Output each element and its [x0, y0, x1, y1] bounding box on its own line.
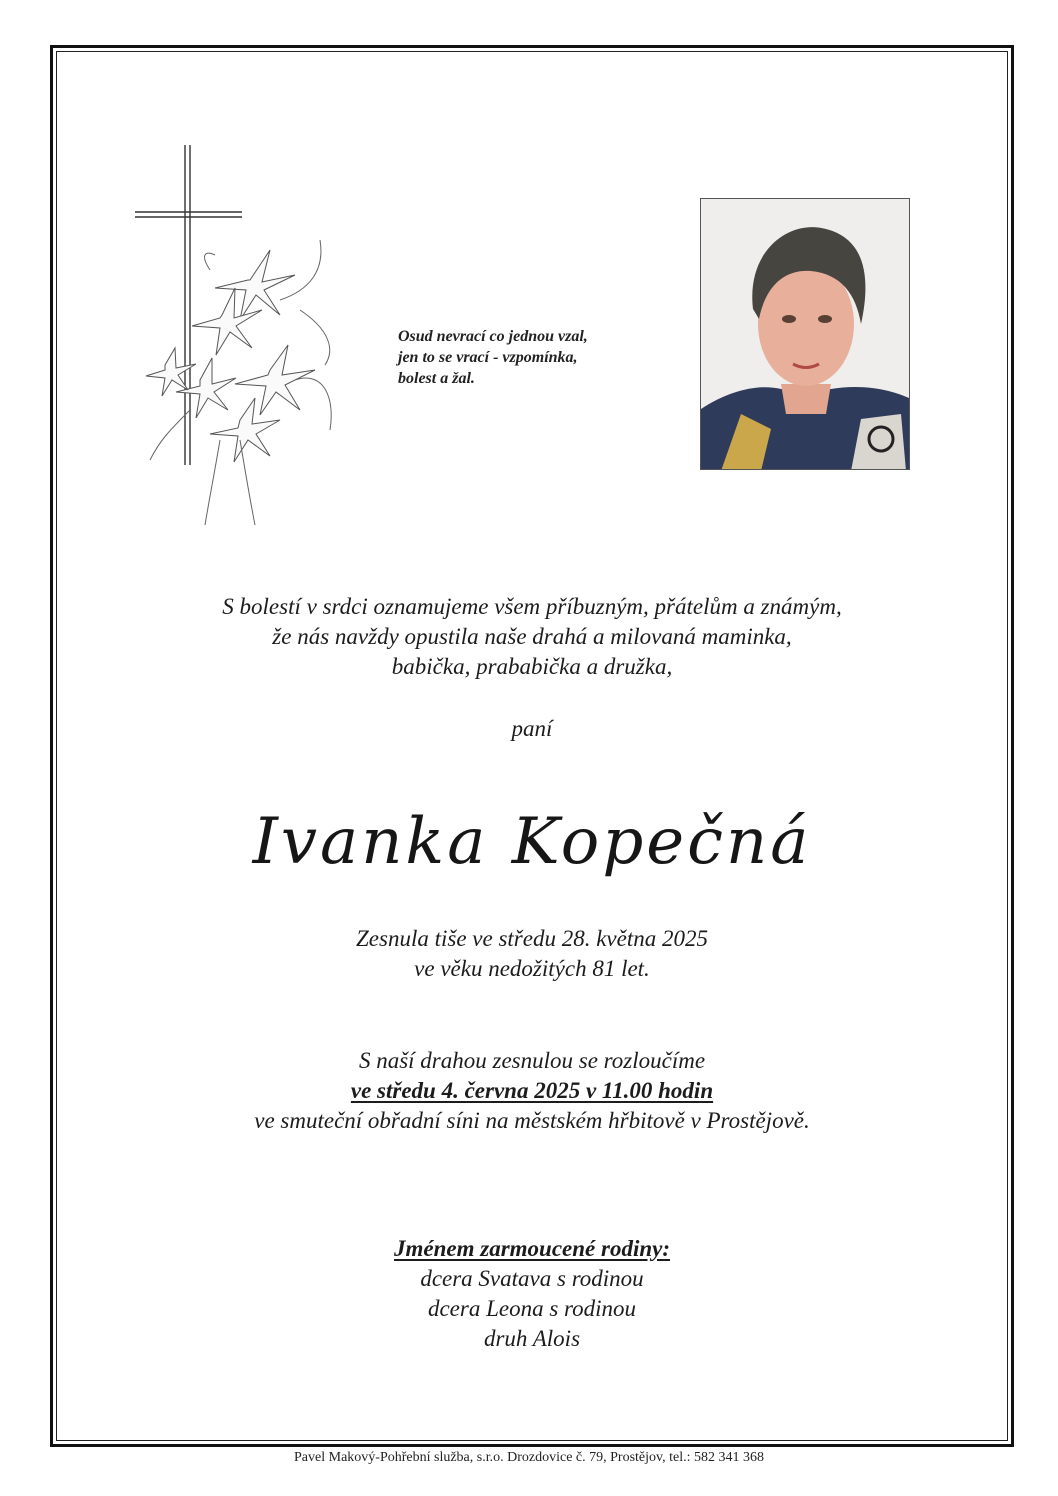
family-member: dcera Svatava s rodinou	[420, 1266, 644, 1291]
death-info	[60, 924, 1004, 984]
announcement-line: babička, prababička a družka,	[391, 654, 673, 679]
honorific: paní	[511, 716, 553, 741]
family-member: druh Alois	[483, 1326, 581, 1351]
death-info-line: Zesnula tiše ve středu 28. května 2025	[356, 926, 708, 951]
announcement-line: S bolestí v srdci oznamujeme všem příbuzným, přátelům a známým,	[222, 594, 842, 619]
family	[60, 1234, 1004, 1354]
poem-line: Osud nevrací co jednou vzal,	[398, 328, 588, 345]
announcement-line: že nás navždy opustila naše drahá a milovaná maminka,	[272, 624, 792, 649]
family-heading: Jménem zarmoucené rodiny:	[394, 1236, 670, 1261]
farewell-intro: S naší drahou zesnulou se rozloučíme	[358, 1048, 706, 1073]
announcement	[60, 592, 1004, 682]
farewell-datetime: ve středu 4. června 2025 v 11.00 hodin	[350, 1078, 714, 1103]
cross-lilies-icon	[130, 140, 350, 540]
family-member: dcera Leona s rodinou	[427, 1296, 637, 1321]
death-info-line: ve věku nedožitých 81 let.	[414, 956, 650, 981]
poem-line: bolest a žal.	[398, 370, 475, 387]
farewell	[60, 1046, 1004, 1136]
portrait-photo	[700, 198, 910, 470]
poem-line: jen to se vrací - vzpomínka,	[398, 349, 578, 366]
deceased-name: Ivanka Kopečná	[252, 805, 812, 879]
poem	[398, 326, 588, 389]
farewell-place: ve smuteční obřadní síni na městském hřbitově v Prostějově.	[254, 1108, 810, 1133]
footer: Pavel Makový-Pohřební služba, s.r.o. Drozdovice č. 79, Prostějov, tel.: 582 341 368	[294, 1450, 764, 1465]
